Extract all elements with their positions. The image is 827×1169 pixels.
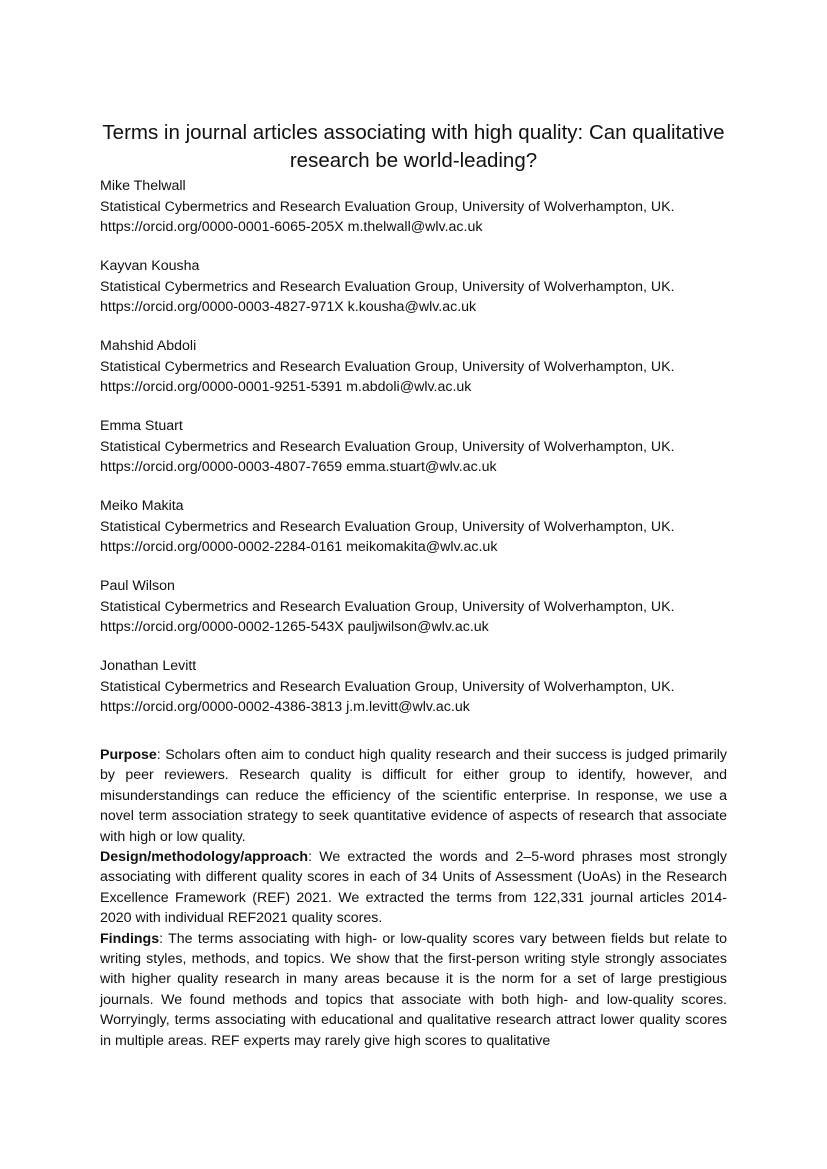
author-block — [100, 416, 740, 478]
author-name: Kayvan Kousha — [100, 258, 200, 274]
author-block — [100, 496, 740, 558]
abstract-design-text: : We extracted the words and 2–5-word phrases most strongly associating with different quality scores in each of 34 Units of Assessment (UoAs) in the Research Excellence Framework (REF) 2021. We extracted the terms from 122,331 journal articles 2014-2020 with individual REF2021 quality scores. — [100, 849, 727, 927]
author-affiliation: Statistical Cybermetrics and Research Evaluation Group, University of Wolverhampton, UK. — [100, 198, 675, 215]
abstract-findings-label: Findings — [100, 930, 160, 947]
author-block — [100, 576, 740, 638]
author-block — [100, 336, 740, 398]
author-contact: https://orcid.org/0000-0001-6065-205X m.thelwall@wlv.ac.uk — [100, 219, 483, 235]
author-contact: https://orcid.org/0000-0002-1265-543X pauljwilson@wlv.ac.uk — [100, 619, 489, 635]
author-list — [100, 176, 740, 736]
author-block — [100, 656, 740, 718]
author-affiliation: Statistical Cybermetrics and Research Evaluation Group, University of Wolverhampton, UK. — [100, 598, 675, 615]
structured-abstract — [100, 745, 727, 1051]
author-name: Meiko Makita — [100, 498, 184, 514]
abstract-purpose-label: Purpose — [100, 747, 157, 763]
author-contact: https://orcid.org/0000-0003-4807-7659 emma.stuart@wlv.ac.uk — [100, 459, 497, 475]
abstract-design — [100, 847, 727, 929]
author-name: Paul Wilson — [100, 578, 175, 594]
author-contact: https://orcid.org/0000-0003-4827-971X k.kousha@wlv.ac.uk — [100, 299, 477, 315]
abstract-purpose — [100, 745, 727, 847]
author-name: Mike Thelwall — [100, 178, 186, 194]
author-contact: https://orcid.org/0000-0002-4386-3813 j.m.levitt@wlv.ac.uk — [100, 699, 470, 715]
author-affiliation: Statistical Cybermetrics and Research Evaluation Group, University of Wolverhampton, UK. — [100, 518, 675, 535]
paper-title: Terms in journal articles associating with high quality: Can qualitative research be world-leading? — [102, 121, 725, 172]
abstract-findings — [100, 929, 727, 1051]
author-name: Mahshid Abdoli — [100, 338, 197, 354]
author-affiliation: Statistical Cybermetrics and Research Evaluation Group, University of Wolverhampton, UK. — [100, 438, 675, 455]
abstract-design-label: Design/methodology/approach — [100, 849, 309, 866]
abstract-purpose-text: : Scholars often aim to conduct high quality research and their success is judged primarily by peer reviewers. Research quality is difficult for either group to identify, however, and misunderstandings can reduce the efficiency of the scientific enterprise. In response, we use a novel term association strategy to seek quantitative evidence of aspects of research that associate with high or low quality. — [100, 747, 727, 845]
author-block — [100, 256, 740, 318]
author-contact: https://orcid.org/0000-0001-9251-5391 m.abdoli@wlv.ac.uk — [100, 379, 472, 395]
author-contact: https://orcid.org/0000-0002-2284-0161 meikomakita@wlv.ac.uk — [100, 539, 498, 555]
author-name: Emma Stuart — [100, 418, 183, 434]
author-affiliation: Statistical Cybermetrics and Research Evaluation Group, University of Wolverhampton, UK. — [100, 678, 675, 695]
author-block — [100, 176, 740, 238]
abstract-findings-text: : The terms associating with high- or low-quality scores vary between fields but relate to writing styles, methods, and topics. We show that the first-person writing style strongly associates with higher quality research in many areas because it is the norm for a set of large prestigious journals. We found methods and topics that associate with both high- and low-quality scores. Worryingly, terms associating with educational and qualitative research attract lower quality scores in multiple areas. REF experts may rarely give high scores to qualitative — [100, 930, 727, 1049]
author-affiliation: Statistical Cybermetrics and Research Evaluation Group, University of Wolverhampton, UK. — [100, 358, 675, 375]
author-affiliation: Statistical Cybermetrics and Research Evaluation Group, University of Wolverhampton, UK. — [100, 278, 675, 295]
author-name: Jonathan Levitt — [100, 658, 197, 674]
